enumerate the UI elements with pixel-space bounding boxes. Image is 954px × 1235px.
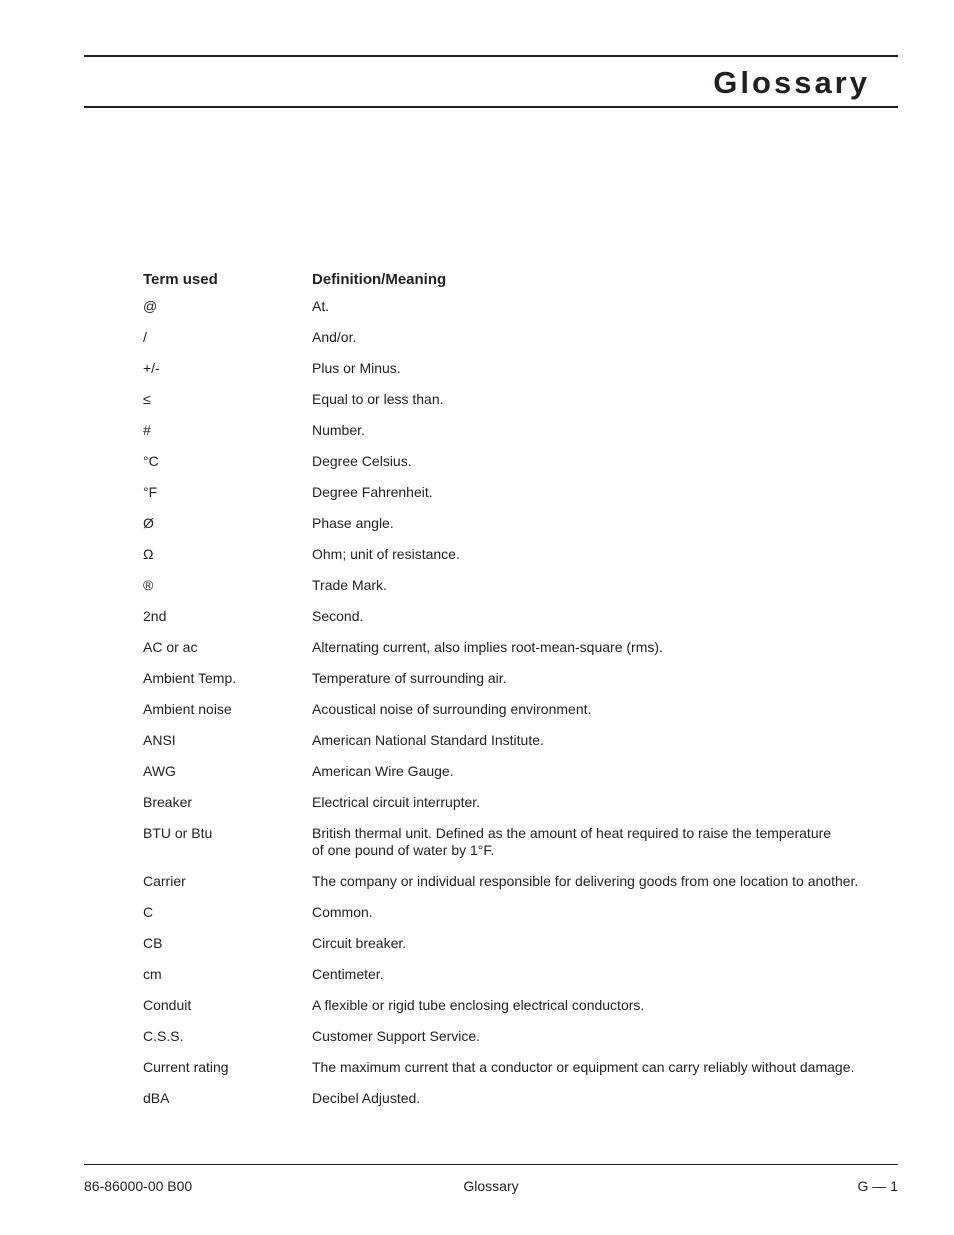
glossary-term: Ω — [143, 546, 154, 562]
glossary-term: CB — [143, 935, 163, 951]
glossary-definition: The maximum current that a conductor or equipment can carry reliably without damage. — [312, 1059, 855, 1075]
table-row — [143, 360, 883, 391]
glossary-table — [143, 270, 883, 1121]
glossary-term: ≤ — [143, 391, 151, 407]
table-row — [143, 515, 883, 546]
footer-page-number: G — 1 — [857, 1178, 898, 1194]
glossary-term: Ambient Temp. — [143, 670, 237, 686]
glossary-definition: American Wire Gauge. — [312, 763, 454, 779]
glossary-definition: American National Standard Institute. — [312, 732, 544, 748]
glossary-definition: Alternating current, also implies root-mean-square (rms). — [312, 639, 663, 655]
glossary-term: dBA — [143, 1090, 170, 1106]
glossary-definition: Temperature of surrounding air. — [312, 670, 507, 686]
glossary-definition: Electrical circuit interrupter. — [312, 794, 481, 810]
glossary-term: Breaker — [143, 794, 193, 810]
footer-doc-number: 86-86000-00 B00 — [84, 1178, 193, 1194]
glossary-definition: Common. — [312, 904, 373, 920]
glossary-term: +/- — [143, 360, 160, 376]
table-row — [143, 391, 883, 422]
glossary-term: AC or ac — [143, 639, 198, 655]
table-row — [143, 546, 883, 577]
table-row — [143, 639, 883, 670]
glossary-term: Carrier — [143, 873, 186, 889]
glossary-definition: Trade Mark. — [312, 577, 387, 593]
glossary-definition: The company or individual responsible for delivering goods from one location to another. — [312, 873, 859, 889]
glossary-definition: British thermal unit. Defined as the amount of heat required to raise the temperature of one pound of water by 1°F. — [312, 825, 832, 858]
page-footer — [84, 1164, 898, 1194]
glossary-definition: Circuit breaker. — [312, 935, 407, 951]
glossary-term: ® — [143, 577, 154, 593]
glossary-definition: Centimeter. — [312, 966, 384, 982]
glossary-definition: Equal to or less than. — [312, 391, 444, 407]
table-row — [143, 453, 883, 484]
glossary-term: BTU or Btu — [143, 825, 213, 841]
table-row — [143, 577, 883, 608]
glossary-definition: Decibel Adjusted. — [312, 1090, 421, 1106]
glossary-term: C — [143, 904, 154, 920]
glossary-definition: And/or. — [312, 329, 357, 345]
glossary-definition: Plus or Minus. — [312, 360, 401, 376]
page-header — [84, 55, 898, 108]
glossary-definition: Customer Support Service. — [312, 1028, 481, 1044]
table-row — [143, 763, 883, 794]
glossary-definition: At. — [312, 298, 330, 314]
table-row — [143, 670, 883, 701]
table-row — [143, 298, 883, 329]
glossary-term: °F — [143, 484, 158, 500]
glossary-definition: Phase angle. — [312, 515, 394, 531]
glossary-term: @ — [143, 298, 158, 314]
glossary-definition: Number. — [312, 422, 365, 438]
table-row — [143, 873, 883, 904]
glossary-term: 2nd — [143, 608, 167, 624]
page-title: Glossary — [713, 65, 870, 100]
glossary-term: Current rating — [143, 1059, 229, 1075]
glossary-definition: Second. — [312, 608, 364, 624]
table-row — [143, 794, 883, 825]
glossary-definition: Ohm; unit of resistance. — [312, 546, 460, 562]
table-row — [143, 1090, 883, 1121]
glossary-header-row — [143, 270, 883, 298]
glossary-definition: A flexible or rigid tube enclosing electrical conductors. — [312, 997, 645, 1013]
glossary-term: ANSI — [143, 732, 176, 748]
glossary-term: Ø — [143, 515, 154, 531]
table-row — [143, 329, 883, 360]
table-row — [143, 1028, 883, 1059]
table-row — [143, 484, 883, 515]
table-row — [143, 966, 883, 997]
column-header-term: Term used — [143, 271, 218, 288]
glossary-rows — [143, 298, 883, 1121]
glossary-definition: Degree Celsius. — [312, 453, 412, 469]
table-row — [143, 935, 883, 966]
table-row — [143, 732, 883, 763]
table-row — [143, 701, 883, 732]
glossary-term: cm — [143, 966, 162, 982]
table-row — [143, 1059, 883, 1090]
glossary-term: / — [143, 329, 147, 345]
glossary-definition: Degree Fahrenheit. — [312, 484, 433, 500]
footer-section: Glossary — [463, 1178, 519, 1194]
table-row — [143, 904, 883, 935]
glossary-term: C.S.S. — [143, 1028, 184, 1044]
table-row — [143, 608, 883, 639]
glossary-term: # — [143, 422, 151, 438]
glossary-term: Ambient noise — [143, 701, 232, 717]
glossary-definition: Acoustical noise of surrounding environment. — [312, 701, 592, 717]
table-row — [143, 422, 883, 453]
glossary-term: °C — [143, 453, 159, 469]
table-row — [143, 997, 883, 1028]
column-header-definition: Definition/Meaning — [312, 271, 447, 288]
glossary-term: AWG — [143, 763, 176, 779]
glossary-term: Conduit — [143, 997, 192, 1013]
table-row — [143, 825, 883, 873]
